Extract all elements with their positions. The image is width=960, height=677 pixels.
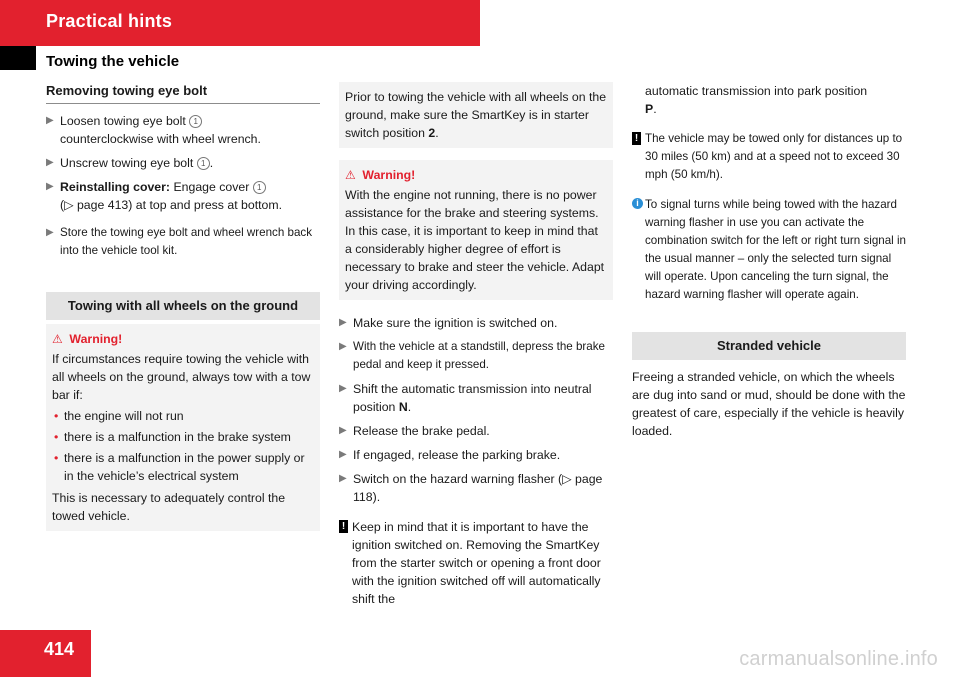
arrow-right-icon: ▶ (339, 449, 347, 460)
callout-1-icon: 1 (189, 115, 202, 128)
list-item: • there is a malfunction in the brake system (54, 430, 291, 444)
step-shift-neutral: ▶ Shift the automatic transmission into neutral position N. (339, 382, 592, 414)
warning-title: ⚠ Warning! (52, 332, 123, 346)
warning-text: With the engine not running, there is no power assistance for the brake and steering systems. In this case, it is important to keep in mind that a considerably higher degree of effort is necessary to brake and steer the vehicle. Adapt your driving accordingly. (345, 188, 605, 292)
step-ignition-on: ▶ Make sure the ignition is switched on. (339, 316, 558, 330)
arrow-right-icon: ▶ (46, 181, 54, 192)
column-3 (632, 82, 906, 440)
step-release-brake: ▶ Release the brake pedal. (339, 424, 490, 438)
turn-signal-info: i To signal turns while being towed with the hazard warning flasher in use you can activate the combination switch for the left or right turn signal in the usual manner – only the selected turn signal will operate. Upon canceling the turn signal, the hazard warning flasher will operate again. (632, 196, 906, 304)
warning-intro: If circumstances require towing the vehicle with all wheels on the ground, always tow with a tow bar if: (52, 352, 311, 402)
step-hazard-flasher: ▶ Switch on the hazard warning flasher (▷ page 118). (339, 472, 603, 504)
warning-triangle-icon: ⚠ (52, 332, 63, 346)
page-reference[interactable]: (▷ page 413) at top and press at bottom. (60, 198, 283, 212)
warning-triangle-icon: ⚠ (345, 168, 356, 182)
exclamation-icon: ! (339, 520, 348, 533)
arrow-right-icon: ▶ (339, 383, 347, 394)
column-2 (339, 82, 613, 614)
chapter-title: Practical hints (46, 11, 173, 31)
warning-title: ⚠ Warning! (345, 168, 416, 182)
note-continuation: automatic transmission into park position P. (645, 84, 868, 116)
removing-eye-bolt-heading: Removing towing eye bolt (46, 82, 320, 104)
step-loosen-bolt: ▶ Loosen towing eye bolt 1 counterclockwise with wheel wrench. (46, 114, 261, 146)
page-number: 414 (44, 639, 75, 659)
warning-box-towing (46, 324, 320, 531)
ignition-note: ! Keep in mind that it is important to have the ignition switched on. Removing the SmartKey from the starter switch or opening a front door with the ignition switched off will automatically shift the (339, 518, 613, 608)
exclamation-icon: ! (632, 132, 641, 145)
step-reinstall-cover: ▶ Reinstalling cover: Engage cover 1 (▷ page 413) at top and press at bottom. (46, 180, 283, 212)
prior-towing-box: Prior to towing the vehicle with all wheels on the ground, make sure the SmartKey is in starter switch position 2. (339, 82, 613, 148)
callout-1-icon: 1 (253, 181, 266, 194)
arrow-right-icon: ▶ (339, 425, 347, 436)
list-item: • there is a malfunction in the power supply or in the vehicle’s electrical system (54, 451, 305, 483)
column-1 (46, 82, 320, 531)
arrow-right-icon: ▶ (46, 115, 54, 126)
arrow-right-icon: ▶ (46, 157, 54, 168)
section-title: Towing the vehicle (46, 53, 180, 70)
arrow-right-icon: ▶ (339, 317, 347, 328)
warning-outro: This is necessary to adequately control the towed vehicle. (52, 491, 286, 523)
warning-box-engine (339, 160, 613, 300)
step-depress-brake: ▶ With the vehicle at a standstill, depress the brake pedal and keep it pressed. (339, 340, 605, 371)
arrow-right-icon: ▶ (339, 473, 347, 484)
page-number-tab (0, 630, 91, 677)
watermark: carmanualsonline.info (739, 648, 938, 670)
step-release-parking-brake: ▶ If engaged, release the parking brake. (339, 448, 561, 462)
info-icon: i (632, 198, 643, 209)
section-marker (0, 46, 36, 70)
callout-1-icon: 1 (197, 157, 210, 170)
arrow-right-icon: ▶ (339, 341, 347, 352)
list-item: • the engine will not run (54, 409, 184, 423)
distance-note: ! The vehicle may be towed only for distances up to 30 miles (50 km) and at a speed not to exceed 30 mph (50 km/h). (632, 130, 906, 184)
step-unscrew-bolt: ▶ Unscrew towing eye bolt 1 . (46, 156, 214, 170)
stranded-vehicle-heading: Stranded vehicle (632, 332, 906, 360)
starter-position: 2 (428, 126, 436, 140)
towing-all-wheels-heading: Towing with all wheels on the ground (46, 292, 320, 320)
chapter-header-band (0, 0, 480, 46)
step-store-tools: ▶ Store the towing eye bolt and wheel wrench back into the vehicle tool kit. (46, 226, 312, 257)
stranded-text: Freeing a stranded vehicle, on which the wheels are dug into sand or mud, should be done with the greatest of care, especially if the vehicle is heavily loaded. (632, 370, 906, 438)
arrow-right-icon: ▶ (46, 227, 54, 238)
